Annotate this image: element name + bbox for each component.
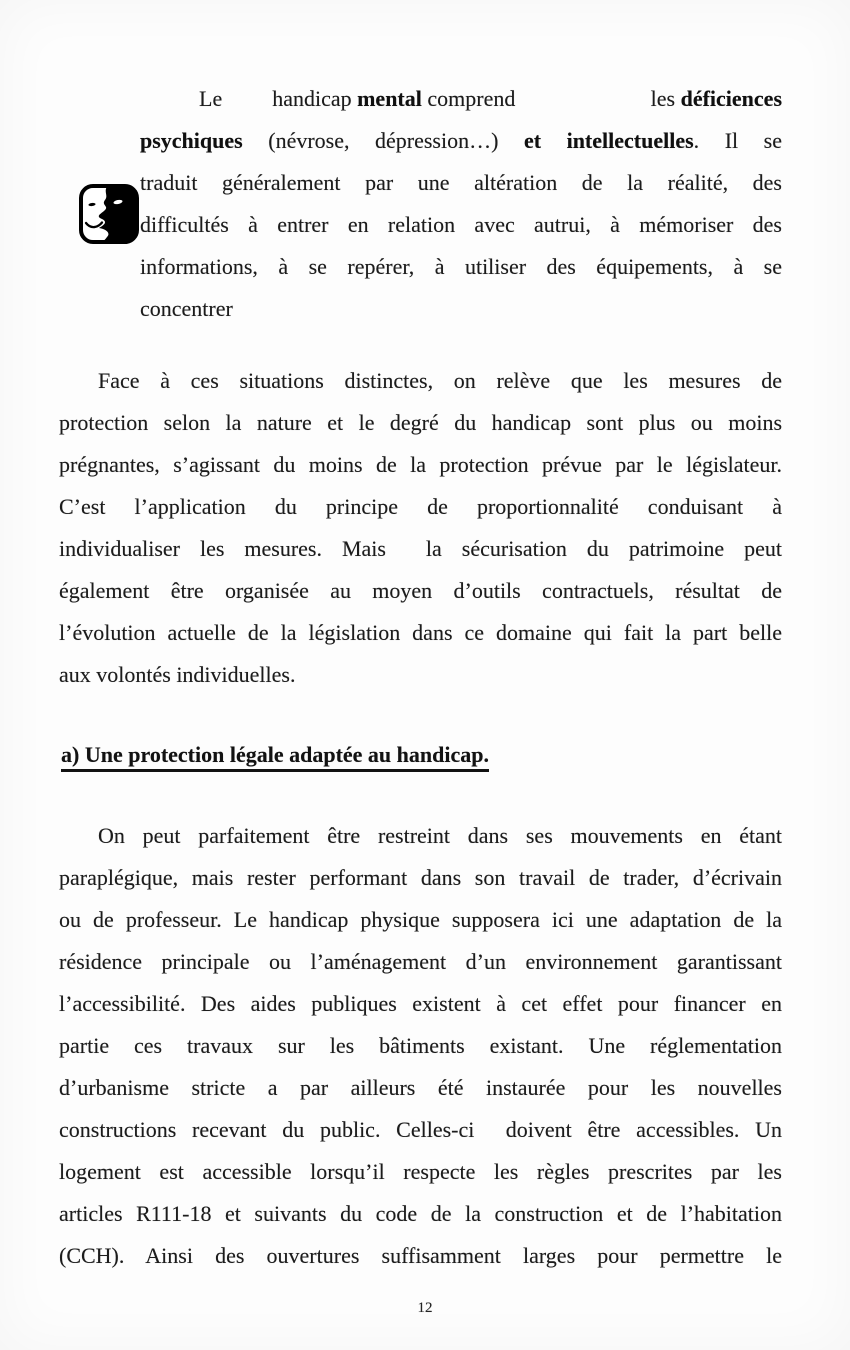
- tab-gap: [222, 105, 272, 106]
- text-line: aux volontés individuelles.: [59, 662, 296, 687]
- text-line: constructions recevant du public. Celles-ci doivent être accessibles. Un: [59, 1117, 782, 1142]
- text-line: également être organisée au moyen d’outils contractuels, résultat de: [59, 578, 782, 603]
- text-line: logement est accessible lorsqu’il respecte les règles prescrites par les: [59, 1159, 782, 1184]
- quote-bold-text: mental: [357, 86, 422, 111]
- quote-text: (névrose, dépression…): [242, 128, 524, 153]
- text-line: l’évolution actuelle de la législation dans ce domaine qui fait la part belle: [59, 620, 782, 645]
- text-line: paraplégique, mais rester performant dans son travail de trader, d’écrivain: [59, 865, 782, 890]
- quote-text: comprend: [421, 86, 516, 111]
- text-line: résidence principale ou l’aménagement d’un environnement garantissant: [59, 949, 782, 974]
- text-line: (CCH). Ainsi des ouvertures suffisamment larges pour permettre le: [59, 1243, 782, 1268]
- text-line: difficultés à entrer en relation avec autrui, à mémoriser des: [140, 212, 782, 237]
- text-line: partie ces travaux sur les bâtiments existant. Une réglementation: [59, 1033, 782, 1058]
- paragraph-mesures-de-protection: [59, 360, 782, 696]
- section-heading-protection-legale: a) Une protection légale adaptée au handicap.: [61, 742, 489, 767]
- quote-text: Le: [199, 86, 223, 111]
- quote-line-end: [651, 78, 782, 120]
- two-tone-face-icon-svg: [78, 183, 140, 245]
- paragraph-handicap-physique-accessibilite: [59, 815, 782, 1277]
- text-line: articles R111-18 et suivants du code de la construction et de l’habitation: [59, 1201, 782, 1226]
- quote-text: les: [650, 86, 681, 111]
- text-line: [140, 120, 782, 162]
- text-line: individualiser les mesures. Mais la sécurisation du patrimoine peut: [59, 536, 782, 561]
- text-line: [140, 78, 782, 120]
- text-line: On peut parfaitement être restreint dans ses mouvements en étant: [98, 823, 782, 848]
- paragraph-lines: [59, 360, 782, 696]
- text-line: traduit généralement par une altération de la réalité, des: [140, 170, 782, 195]
- text-line: Face à ces situations distinctes, on relève que les mesures de: [98, 368, 782, 393]
- quote-paragraph-handicap-mental: [140, 78, 782, 330]
- text-line: l’accessibilité. Des aides publiques existent à cet effet pour financer en: [59, 991, 782, 1016]
- quote-lines: [140, 162, 782, 330]
- text-line: d’urbanisme stricte a par ailleurs été instaurée pour les nouvelles: [59, 1075, 782, 1100]
- text-line: prégnantes, s’agissant du moins de la protection prévue par le législateur.: [59, 452, 782, 477]
- quote-bold-text: psychiques: [140, 128, 243, 153]
- text-line: ou de professeur. Le handicap physique supposera ici une adaptation de la: [59, 907, 782, 932]
- page-number: 12: [417, 1300, 433, 1316]
- quote-text: handicap: [272, 86, 358, 111]
- text-line: C’est l’application du principe de proportionnalité conduisant à: [59, 494, 782, 519]
- quote-text: . Il se: [693, 128, 782, 153]
- paragraph-lines: [59, 815, 782, 1277]
- quote-bold-text: déficiences: [680, 86, 782, 111]
- text-line: concentrer: [140, 296, 233, 321]
- quote-bold-text: et intellectuelles: [523, 128, 694, 153]
- two-tone-face-icon: [78, 183, 140, 245]
- text-line: informations, à se repérer, à utiliser des équipements, à se: [140, 254, 782, 279]
- text-line: protection selon la nature et le degré du handicap sont plus ou moins: [59, 410, 782, 435]
